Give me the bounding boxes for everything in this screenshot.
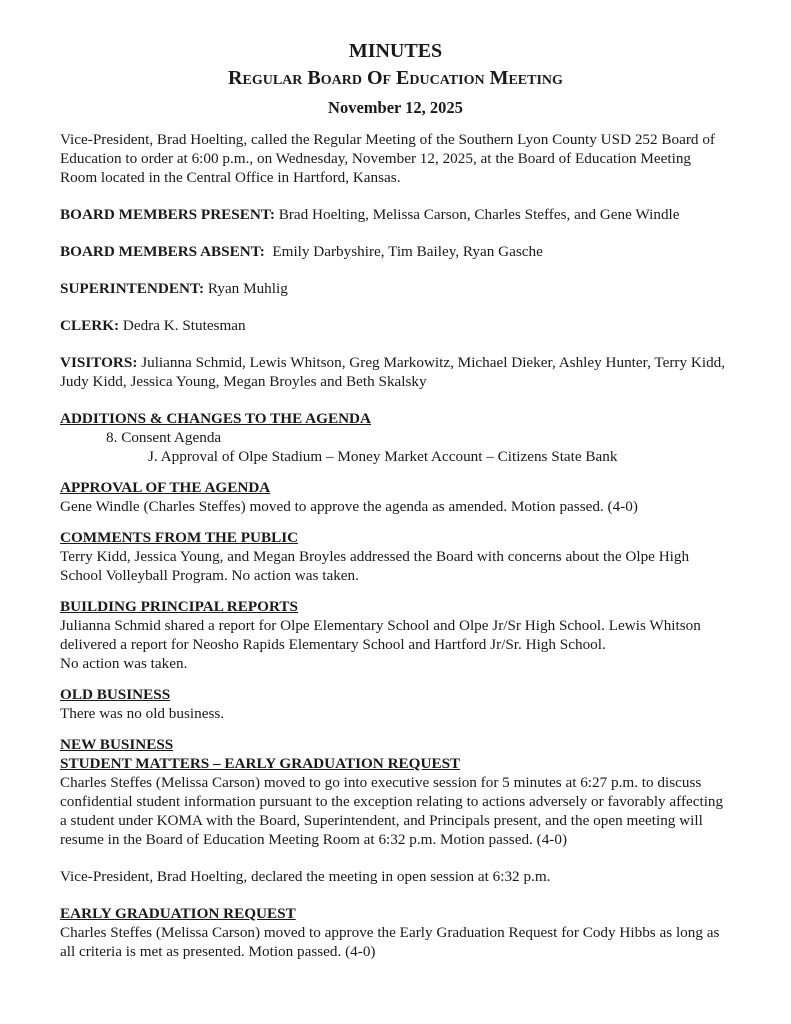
visitors [60,353,731,391]
additions-heading: ADDITIONS & CHANGES TO THE AGENDA [60,410,371,427]
document-subtitle: Regular Board Of Education Meeting [228,67,563,89]
additions-section [60,409,731,466]
principal-reports-heading: BUILDING PRINCIPAL REPORTS [60,598,298,615]
members-present-label: BOARD MEMBERS PRESENT: [60,206,275,223]
principal-reports-section [60,597,731,673]
approval-text: Gene Windle (Charles Steffes) moved to approve the agenda as amended. Motion passed. (4-0) [60,498,638,515]
superintendent [60,279,731,298]
document-title: MINUTES [348,40,443,62]
intro-paragraph: Vice-President, Brad Hoelting, called the Regular Meeting of the Southern Lyon County USD 252 Board of Education to order at 6:00 p.m., on Wednesday, November 12, 2025, at the Board of Education Meeting Room located in the Central Office in Hartford, Kansas. [60,131,715,186]
student-matters-heading: STUDENT MATTERS – EARLY GRADUATION REQUEST [60,755,461,772]
student-matters-text: Charles Steffes (Melissa Carson) moved to go into executive session for 5 minutes at 6:27 p.m. to discuss confidential student information pursuant to the exception relating to actions adversely or favorably affecting a student under KOMA with the Board, Superintendent, and Principals present, and the open meeting will resume in the Board of Education Meeting Room at 6:32 p.m. Motion passed. (4-0) [60,774,724,848]
old-business-section [60,685,731,723]
visitors-value: Julianna Schmid, Lewis Whitson, Greg Markowitz, Michael Dieker, Ashley Hunter, Terry Kidd, Judy Kidd, Jessica Young, Megan Broyles and Beth Skalsky [60,354,726,390]
members-absent [60,242,731,261]
approval-heading: APPROVAL OF THE AGENDA [60,479,271,496]
members-present [60,205,731,224]
early-graduation-section [60,904,731,961]
principal-reports-text: Julianna Schmid shared a report for Olpe Elementary School and Olpe Jr/Sr High School. Lewis Whitson delivered a report for Neosho Rapids Elementary School and Hartford Jr/Sr. High School. [60,617,701,653]
members-present-value: Brad Hoelting, Melissa Carson, Charles Steffes, and Gene Windle [278,206,680,223]
old-business-heading: OLD BUSINESS [60,686,171,703]
early-graduation-text: Charles Steffes (Melissa Carson) moved to approve the Early Graduation Request for Cody Hibbs as long as all criteria is met as presented. Motion passed. (4-0) [60,924,720,960]
principal-reports-text2: No action was taken. [60,655,188,672]
superintendent-value: Ryan Muhlig [207,280,288,297]
old-business-text: There was no old business. [60,705,225,722]
additions-item: 8. Consent Agenda [106,429,222,446]
new-business-section [60,735,731,886]
approval-section [60,478,731,516]
new-business-heading: NEW BUSINESS [60,736,174,753]
superintendent-label: SUPERINTENDENT: [60,280,205,297]
clerk [60,316,731,335]
additions-subitem: J. Approval of Olpe Stadium – Money Market Account – Citizens State Bank [148,448,618,465]
open-session-text: Vice-President, Brad Hoelting, declared the meeting in open session at 6:32 p.m. [60,868,551,885]
public-comments-heading: COMMENTS FROM THE PUBLIC [60,529,299,546]
clerk-value: Dedra K. Stutesman [122,317,246,334]
visitors-label: VISITORS: [60,354,138,371]
public-comments-text: Terry Kidd, Jessica Young, and Megan Broyles addressed the Board with concerns about the Olpe High School Volleyball Program. No action was taken. [60,548,690,584]
clerk-label: CLERK: [60,317,120,334]
public-comments-section [60,528,731,585]
meeting-date: November 12, 2025 [328,98,463,117]
members-absent-value: Emily Darbyshire, Tim Bailey, Ryan Gasche [272,243,543,260]
early-graduation-heading: EARLY GRADUATION REQUEST [60,905,296,922]
members-absent-label: BOARD MEMBERS ABSENT: [60,243,265,260]
